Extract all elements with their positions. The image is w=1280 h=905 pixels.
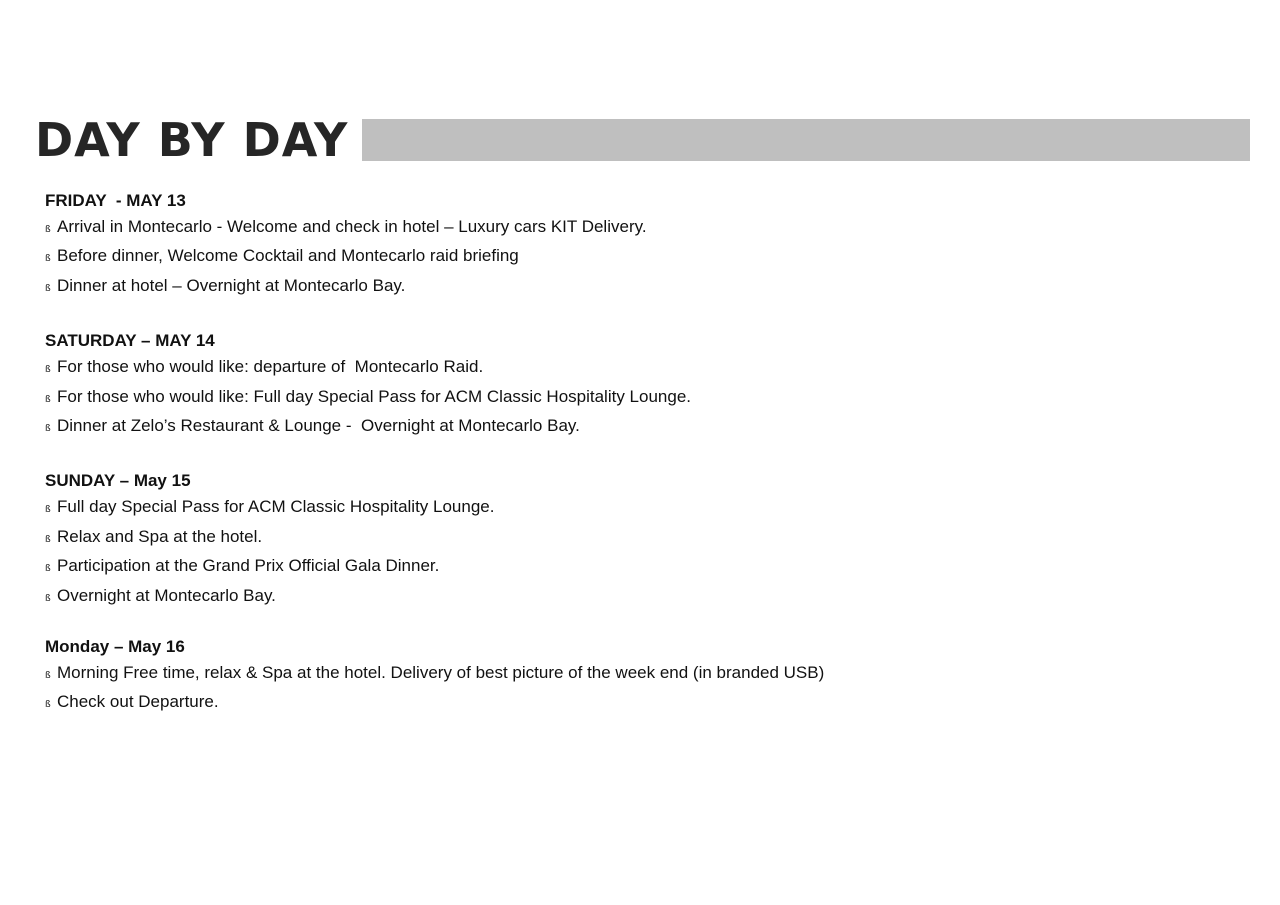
title-row [35,112,1250,168]
day-items [45,354,1225,442]
bullet-icon: ß [45,254,51,265]
section-spacer [45,302,1225,328]
bullet-icon: ß [45,225,51,235]
day-heading: SUNDAY – May 15 [45,471,191,491]
bullet-icon: ß [45,365,51,376]
list-item [45,660,1225,689]
day-items [45,660,1225,719]
title-bar-decoration [362,119,1250,161]
day-section-monday [45,634,1225,719]
bullet-icon: ß [45,394,51,405]
item-text: Morning Free time, relax & Spa at the hotel. Delivery of best picture of the week end (in branded USB) [57,663,825,683]
day-section-saturday [45,328,1225,442]
day-heading: FRIDAY - MAY 13 [45,191,186,210]
list-item [45,494,1225,523]
item-text: Relax and Spa at the hotel. [57,526,263,546]
itinerary [45,188,1225,719]
item-text: Dinner at Zelo’s Restaurant & Lounge - Overnight at Montecarlo Bay. [57,416,580,436]
item-text: Arrival in Montecarlo - Welcome and check in hotel – Luxury cars KIT Delivery. [57,217,647,236]
item-text: Full day Special Pass for ACM Classic Hospitality Lounge. [57,497,495,517]
day-heading: SATURDAY – MAY 14 [45,331,215,351]
day-section-sunday [45,468,1225,612]
item-text: For those who would like: departure of Montecarlo Raid. [57,357,484,377]
bullet-icon: ß [45,424,51,435]
bullet-icon: ß [45,534,51,545]
item-text: Participation at the Grand Prix Official Gala Dinner. [57,556,440,576]
page-title: DAY BY DAY [35,113,349,167]
list-item [45,384,1225,413]
bullet-icon: ß [45,283,51,294]
bullet-icon: ß [45,671,51,682]
bullet-icon: ß [45,700,51,711]
item-text: Overnight at Montecarlo Bay. [57,585,276,605]
bullet-icon: ß [45,564,51,575]
day-heading: Monday – May 16 [45,637,185,657]
list-item [45,214,1225,243]
list-item [45,583,1225,612]
bullet-icon: ß [45,593,51,604]
item-text: Dinner at hotel – Overnight at Montecarlo Bay. [57,275,406,295]
list-item [45,243,1225,272]
item-text: Before dinner, Welcome Cocktail and Montecarlo raid briefing [57,246,519,266]
section-spacer [45,442,1225,468]
list-item [45,273,1225,302]
day-items [45,214,1225,302]
list-item [45,413,1225,442]
day-items [45,494,1225,612]
section-spacer [45,612,1225,634]
item-text: For those who would like: Full day Special Pass for ACM Classic Hospitality Lounge. [57,386,692,406]
day-section-friday [45,188,1225,302]
list-item [45,354,1225,383]
list-item [45,553,1225,582]
list-item [45,689,1225,718]
item-text: Check out Departure. [57,692,219,712]
list-item [45,524,1225,553]
bullet-icon: ß [45,505,51,516]
